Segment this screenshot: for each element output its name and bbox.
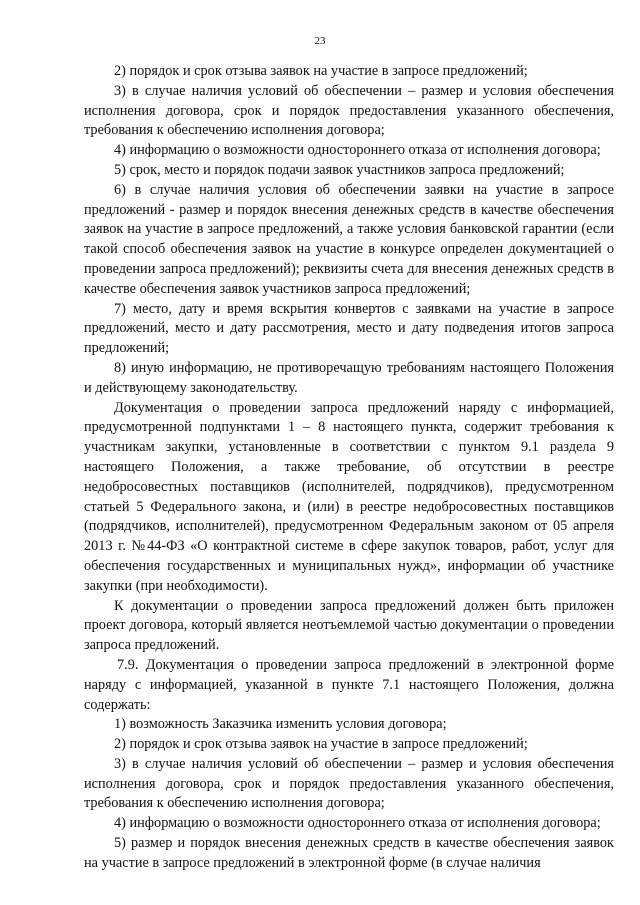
paragraph-section-7-9: 7.9. Документация о проведении запроса предложений в электронной форме наряду с информацией, указанной в пункте 7.1 настоящего Положения, должна содержать: [84, 656, 614, 713]
paragraph-unilateral-refusal-electronic: 4) информацию о возможности одностороннего отказа от исполнения договора; [114, 815, 601, 832]
paragraph-envelope-opening: 7) место, дату и время вскрытия конвертов с заявками на участие в запросе предложений, место и дату рассмотрения, место и дату подведения итогов запроса предложений; [84, 300, 614, 357]
paragraph-revocation: 2) порядок и срок отзыва заявок на участие в запросе предложений; [114, 63, 528, 79]
paragraph-participant-requirements: Документация о проведении запроса предложений наряду с информацией, предусмотренной подпунктами 1 – 8 настоящего пункта, содержит требования к участникам закупки, установленные в соответствии с пунктом 9.1 раздела 9 настоящего Положения, а также требование, об отсутствии в реестре недобросовестных поставщиков (исполнителей, подрядчиков), предусмотренном статьей 5 Федерального закона, и (или) в реестре недобросовестных поставщиков (подрядчиков, исполнителей), предусмотренном Федеральным законом от 05 апреля 2013 г. №44-ФЗ «О контрактной системе в сфере закупок товаров, работ, услуг для обеспечения государственных и муниципальных нужд», информации об участнике закупки (при необходимости). [84, 399, 614, 594]
paragraph-contract-security: 3) в случае наличия условий об обеспечении – размер и условия обеспечения исполнения договора, срок и порядок предоставления указанного обеспечения, требования к обеспечению исполнения договора; [84, 82, 614, 139]
paragraph-submission-terms: 5) срок, место и порядок подачи заявок участников запроса предложений; [114, 161, 565, 178]
paragraph-draft-contract: К документации о проведении запроса предложений должен быть приложен проект договора, который является неотъемлемой частью документации о проведении запроса предложений. [84, 597, 614, 654]
paragraph-application-security: 6) в случае наличия условия об обеспечении заявки на участие в запросе предложений - размер и порядок внесения денежных средств в качестве обеспечения заявок на участие в запросе предложений, а также условия банковской гарантии (если такой способ обеспечения заявок на участие в конкурсе определен документацией о проведении запроса предложений); реквизиты счета для внесения денежных средств в качестве обеспечения заявок участников запроса предложений; [84, 181, 614, 297]
page-number: 23 [314, 35, 326, 47]
paragraph-revocation-electronic: 2) порядок и срок отзыва заявок на участие в запросе предложений; [114, 736, 528, 753]
paragraph-unilateral-refusal: 4) информацию о возможности одностороннего отказа от исполнения договора; [114, 142, 601, 159]
paragraph-change-conditions: 1) возможность Заказчика изменить условия договора; [114, 716, 447, 733]
paragraph-deposit-electronic: 5) размер и порядок внесения денежных средств в качестве обеспечения заявок на участие в запросе предложений в электронной форме (в случае наличия [84, 835, 614, 871]
paragraph-other-information: 8) иную информацию, не противоречащую требованиям настоящего Положения и действующему законодательству. [84, 359, 614, 396]
document-body [84, 62, 614, 874]
paragraph-contract-security-electronic: 3) в случае наличия условий об обеспечении – размер и условия обеспечения исполнения договора, срок и порядок предоставления указанного обеспечения, требования к обеспечению исполнения договора; [84, 755, 614, 812]
